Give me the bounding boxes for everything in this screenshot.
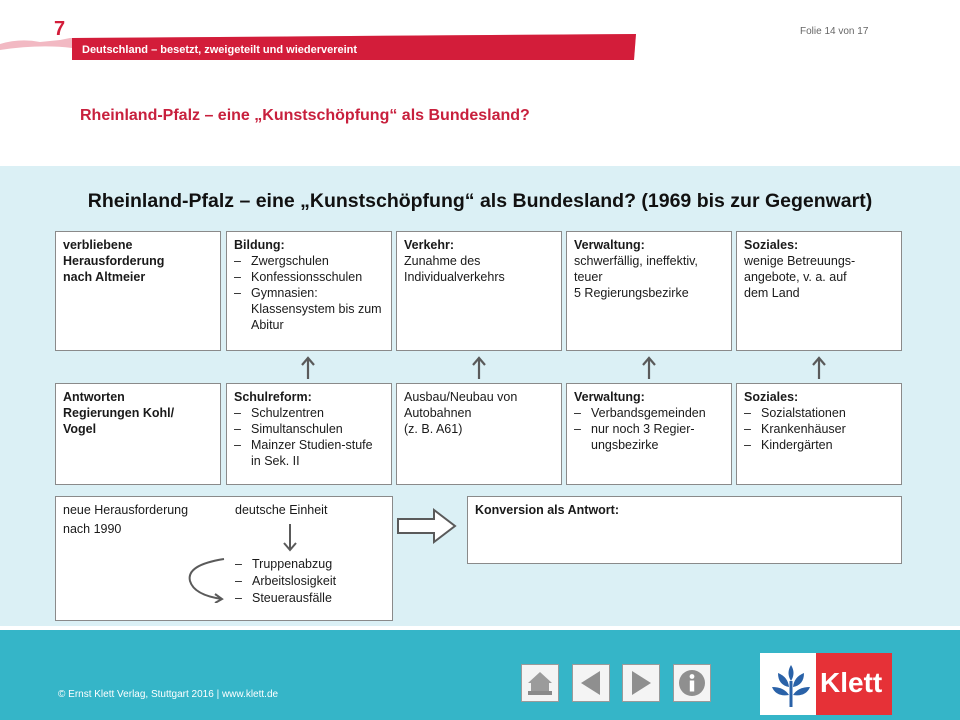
verwaltung-problem-title: Verwaltung: — [574, 238, 645, 252]
row2-label-line: Regierungen Kohl/ — [63, 406, 175, 420]
soziales-problem-line: wenige Betreuungs- — [744, 254, 856, 268]
verwaltung-problem-line: schwerfällig, ineffektiv, — [574, 254, 698, 268]
new-challenge-item: – Arbeitslosigkeit — [235, 573, 385, 589]
ausbau-line: (z. B. A61) — [404, 422, 463, 436]
schulreform-box — [226, 383, 392, 485]
arrow-up-icon — [471, 356, 487, 380]
row2-label-box — [55, 383, 221, 485]
schulreform-title: Schulreform: — [234, 390, 312, 404]
soziales-problem-box — [736, 231, 902, 351]
slide-title: Rheinland-Pfalz – eine „Kunstschöpfung“ als Bundesland? — [80, 107, 530, 124]
soziales-answer-box — [736, 383, 902, 485]
bildung-item: – Zwergschulen — [234, 253, 384, 269]
verwaltung-answer-item: – Verbandsgemeinden — [574, 405, 724, 421]
home-icon — [525, 668, 555, 698]
row1-label-box — [55, 231, 221, 351]
klett-flower-logo — [768, 661, 814, 709]
arrow-up-icon — [811, 356, 827, 380]
verkehr-box — [396, 231, 562, 351]
deutsche-einheit-label: deutsche Einheit — [235, 503, 328, 517]
soziales-problem-line: dem Land — [744, 286, 800, 300]
bildung-item: – Gymnasien: Klassensystem bis zum Abitur — [234, 285, 384, 333]
arrow-right-icon — [396, 508, 458, 544]
soziales-problem-title: Soziales: — [744, 238, 799, 252]
chapter-number: 7 — [54, 18, 66, 40]
ausbau-line: Ausbau/Neubau von — [404, 390, 518, 404]
new-challenge-box — [55, 496, 393, 621]
row2-label-line: Vogel — [63, 422, 97, 436]
next-button[interactable] — [622, 664, 660, 702]
info-button[interactable] — [673, 664, 711, 702]
previous-button[interactable] — [572, 664, 610, 702]
verwaltung-problem-line: teuer — [574, 270, 603, 284]
soziales-answer-item: – Krankenhäuser — [744, 421, 894, 437]
previous-icon — [576, 668, 606, 698]
info-icon — [677, 668, 707, 698]
schulreform-item: – Schulzentren — [234, 405, 384, 421]
chapter-title: Deutschland – besetzt, zweigeteilt und wiedervereint — [82, 44, 358, 56]
konversion-title: Konversion als Antwort: — [475, 503, 619, 517]
soziales-answer-item: – Kindergärten — [744, 437, 894, 453]
chapter-banner — [0, 34, 640, 60]
ausbau-line: Autobahnen — [404, 406, 472, 420]
verwaltung-problem-box — [566, 231, 732, 351]
soziales-problem-line: angebote, v. a. auf — [744, 270, 847, 284]
verwaltung-answer-box — [566, 383, 732, 485]
arrow-down-icon — [282, 523, 298, 553]
arrow-up-icon — [300, 356, 316, 380]
verkehr-line: Zunahme des — [404, 254, 481, 268]
curved-arrow-icon — [184, 555, 228, 603]
verwaltung-answer-item: – nur noch 3 Regier-ungsbezirke — [574, 421, 724, 453]
bildung-item: – Konfessionsschulen — [234, 269, 384, 285]
verkehr-title: Verkehr: — [404, 238, 455, 252]
konversion-box — [467, 496, 902, 564]
verwaltung-answer-title: Verwaltung: — [574, 390, 645, 404]
row1-label-line: nach Altmeier — [63, 270, 146, 284]
soziales-answer-title: Soziales: — [744, 390, 799, 404]
next-icon — [626, 668, 656, 698]
schulreform-item: – Simultanschulen — [234, 421, 384, 437]
new-challenge-item: – Steuerausfälle — [235, 590, 385, 606]
new-challenge-label: nach 1990 — [63, 522, 122, 536]
row1-label-line: Herausforderung — [63, 254, 165, 268]
new-challenge-item: – Truppenabzug — [235, 556, 385, 572]
slide-counter: Folie 14 von 17 — [800, 26, 869, 37]
klett-logo-red-field — [816, 653, 892, 715]
new-challenge-label: neue Herausforderung — [63, 503, 189, 517]
ausbau-box — [396, 383, 562, 485]
schulreform-item: – Mainzer Studien-stufe in Sek. II — [234, 437, 384, 469]
verkehr-line: Individualverkehrs — [404, 270, 505, 284]
home-button[interactable] — [521, 664, 559, 702]
klett-logo-text: Klett — [820, 667, 883, 698]
soziales-answer-item: – Sozialstationen — [744, 405, 894, 421]
bildung-box — [226, 231, 392, 351]
row2-label-line: Antworten — [63, 390, 125, 404]
verwaltung-problem-line: 5 Regierungsbezirke — [574, 286, 689, 300]
main-heading: Rheinland-Pfalz – eine „Kunstschöpfung“ als Bundesland? (1969 bis zur Gegenwart) — [87, 190, 873, 212]
arrow-up-icon — [641, 356, 657, 380]
copyright-text: © Ernst Klett Verlag, Stuttgart 2016 | www.klett.de — [58, 689, 279, 700]
row1-label-line: verbliebene — [63, 238, 133, 252]
bildung-title: Bildung: — [234, 238, 285, 252]
klett-logo — [760, 653, 892, 715]
